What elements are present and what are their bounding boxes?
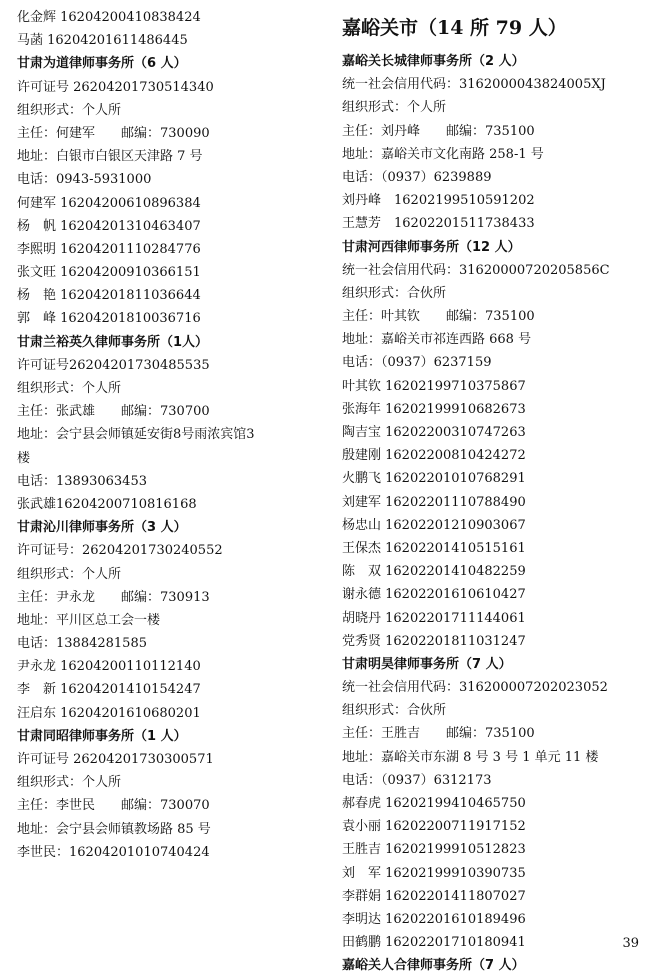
entry-line — [342, 630, 642, 653]
entry-line — [17, 655, 327, 678]
entry-text: 谢永德 16202201610610427 — [342, 587, 526, 603]
entry-line — [17, 609, 327, 632]
firm-heading — [17, 52, 327, 75]
entry-text: 地址：会宁县会师镇教场路 85 号 — [17, 821, 211, 837]
entry-text: 杨 艳 16204201811036644 — [17, 288, 201, 304]
entry-line — [17, 99, 327, 122]
entry-line — [342, 351, 642, 374]
postcode-text: 邮编：730913 — [121, 589, 210, 605]
entry-line — [342, 421, 642, 444]
entry-text: 组织形式：合伙所 — [342, 703, 447, 719]
entry-text: 地址：嘉峪关市文化南路 258-1 号 — [342, 146, 544, 162]
entry-text: 汪启东 16204201610680201 — [17, 705, 201, 721]
entry-line — [17, 818, 327, 841]
entry-line — [17, 586, 327, 609]
entry-line — [342, 166, 642, 189]
entry-text: 电话：13884281585 — [17, 636, 147, 652]
entry-text: 地址：嘉峪关市东湖 8 号 3 号 1 单元 11 楼 — [342, 749, 599, 765]
entry-text: 胡晓丹 16202201711144061 — [342, 610, 526, 626]
entry-text: 组织形式：个人所 — [342, 100, 447, 116]
entry-text: 地址：白银市白银区天津路 7 号 — [17, 149, 203, 165]
postcode-text: 邮编：735100 — [446, 726, 535, 742]
entry-text: 甘肃为道律师事务所（6 人） — [17, 56, 187, 72]
entry-line — [17, 702, 327, 725]
entry-line — [342, 143, 642, 166]
entry-line — [342, 120, 642, 143]
entry-line — [342, 375, 642, 398]
entry-line — [342, 769, 642, 792]
entry-line — [342, 815, 642, 838]
entry-text: 组织形式：个人所 — [17, 381, 122, 396]
entry-text: 郭 峰 16204201810036716 — [17, 311, 201, 327]
entry-text: 主任：叶其钦 — [342, 309, 421, 325]
entry-line — [17, 400, 327, 423]
entry-text: 嘉峪关长城律师事务所（2 人） — [342, 54, 525, 69]
entry-line — [17, 678, 327, 701]
entry-line — [342, 792, 642, 815]
entry-text: 许可证号 26204201730300571 — [17, 752, 214, 767]
entry-line — [342, 862, 642, 885]
entry-text: 郝春虎 16202199410465750 — [342, 796, 526, 811]
firm-heading — [17, 331, 327, 354]
entry-line — [17, 145, 327, 168]
entry-line — [17, 29, 327, 52]
entry-text: 李熙明 16204201110284776 — [17, 241, 201, 257]
entry-text: 组织形式：合伙所 — [342, 285, 447, 301]
entry-text: 何建军 16204200610896384 — [17, 195, 201, 211]
entry-line — [342, 885, 642, 908]
entry-text: 甘肃同昭律师事务所（1 人） — [17, 728, 187, 744]
city-heading — [342, 6, 642, 50]
entry-text: 杨忠山 16202201210903067 — [342, 517, 526, 533]
entry-text: 电话：（0937）6312173 — [342, 772, 492, 788]
postcode-text: 邮编：730700 — [121, 404, 210, 420]
entry-line — [342, 699, 642, 722]
entry-line — [342, 189, 642, 212]
firm-heading — [17, 516, 327, 539]
entry-line — [17, 771, 327, 794]
entry-text: 王保杰 16202201410515161 — [342, 540, 526, 556]
entry-text: 甘肃河西律师事务所（12 人） — [342, 239, 521, 255]
entry-line — [17, 122, 327, 145]
entry-line — [342, 398, 642, 421]
entry-text: 王慧芳 16202201511738433 — [342, 216, 535, 232]
entry-text: 田鹤鹏 16202201710180941 — [342, 935, 526, 951]
entry-line — [17, 168, 327, 191]
entry-text: 刘 军 16202199910390735 — [342, 865, 526, 881]
entry-text: 刘建军 16202201110788490 — [342, 494, 526, 510]
entry-line — [17, 307, 327, 330]
postcode-text: 邮编：735100 — [446, 309, 535, 325]
entry-text: 王胜吉 16202199910512823 — [342, 842, 526, 858]
entry-line — [17, 215, 327, 238]
entry-line — [342, 560, 642, 583]
page-number: 39 — [622, 936, 639, 951]
entry-text: 统一社会信用代码：31620000720205856C — [342, 262, 610, 278]
entry-text: 杨 帆 16204201310463407 — [17, 218, 201, 234]
entry-line — [17, 493, 327, 516]
entry-line — [17, 748, 327, 771]
entry-text: 地址：会宁县会师镇延安街8号雨浓宾馆3 — [17, 427, 255, 443]
entry-line — [17, 354, 327, 377]
entry-text: 马菡 16204201611486445 — [17, 33, 188, 49]
entry-text: 主任：李世民 — [17, 798, 96, 814]
entry-text: 主任：张武雄 — [17, 404, 96, 420]
entry-text: 尹永龙 16204200110112140 — [17, 659, 201, 675]
entry-text: 楼 — [17, 450, 31, 466]
entry-text: 陶吉宝 16202200310747263 — [342, 425, 526, 440]
entry-line — [17, 261, 327, 284]
entry-line — [17, 632, 327, 655]
entry-line — [342, 305, 642, 328]
entry-line — [17, 284, 327, 307]
entry-text: 袁小丽 16202200711917152 — [342, 819, 526, 835]
entry-line — [17, 539, 327, 562]
entry-text: 主任：王胜吉 — [342, 726, 421, 742]
entry-text: 殷建刚 16202200810424272 — [342, 448, 526, 464]
entry-line — [17, 563, 327, 586]
entry-text: 组织形式：个人所 — [17, 566, 122, 582]
entry-line — [342, 514, 642, 537]
entry-text: 地址：平川区总工会一楼 — [17, 612, 161, 628]
entry-line — [17, 192, 327, 215]
entry-line — [342, 73, 642, 96]
entry-text: 电话：（0937）6239889 — [342, 169, 492, 185]
firm-heading — [17, 725, 327, 748]
firm-heading — [342, 236, 642, 259]
entry-line — [342, 212, 642, 235]
entry-line — [342, 676, 642, 699]
entry-text: 电话：（0937）6237159 — [342, 355, 492, 371]
entry-text: 甘肃兰裕英久律师事务所（1人） — [17, 334, 209, 350]
entry-text: 张武雄16204200710816168 — [17, 496, 197, 512]
entry-text: 组织形式：个人所 — [17, 775, 122, 791]
entry-line — [342, 259, 642, 282]
postcode-text: 邮编：730070 — [121, 798, 210, 814]
entry-text: 许可证号：26204201730240552 — [17, 543, 223, 559]
entry-line — [342, 722, 642, 745]
entry-line — [17, 794, 327, 817]
postcode-text: 邮编：730090 — [121, 125, 210, 141]
entry-text: 甘肃沁川律师事务所（3 人） — [17, 520, 187, 536]
entry-text: 刘丹峰 16202199510591202 — [342, 193, 535, 209]
entry-line — [342, 931, 642, 954]
firm-heading — [342, 653, 642, 676]
entry-line — [342, 607, 642, 630]
entry-text: 许可证号 26204201730514340 — [17, 79, 214, 95]
entry-text: 电话：13893063453 — [17, 473, 147, 489]
entry-text: 主任：尹永龙 — [17, 589, 96, 605]
entry-line — [17, 238, 327, 261]
entry-text: 甘肃明昊律师事务所（7 人） — [342, 656, 512, 672]
entry-line — [342, 328, 642, 351]
entry-line — [17, 377, 327, 400]
entry-text: 主任：何建军 — [17, 125, 96, 141]
entry-line — [342, 444, 642, 467]
entry-text: 嘉峪关市（14 所 79 人） — [342, 17, 567, 39]
entry-text: 张海年 16202199910682673 — [342, 401, 526, 417]
entry-line — [17, 841, 327, 864]
entry-line — [17, 470, 327, 493]
entry-text: 组织形式：个人所 — [17, 102, 122, 118]
postcode-text: 邮编：735100 — [446, 123, 535, 139]
entry-text: 嘉峪关人合律师事务所（7 人） — [342, 958, 525, 974]
entry-line — [342, 537, 642, 560]
entry-text: 统一社会信用代码：3162000043824005XJ — [342, 77, 606, 93]
entry-text: 统一社会信用代码：316200007202023052 — [342, 680, 608, 696]
entry-text: 李 新 16204201410154247 — [17, 682, 201, 698]
entry-text: 党秀贤 16202201811031247 — [342, 633, 526, 649]
entry-text: 叶其钦 16202199710375867 — [342, 378, 526, 394]
entry-line — [17, 447, 327, 470]
firm-heading — [342, 50, 642, 73]
entry-text: 李世民：16204201010740424 — [17, 844, 210, 860]
firm-heading — [342, 954, 642, 977]
entry-text: 主任：刘丹峰 — [342, 123, 421, 139]
entry-line — [342, 746, 642, 769]
entry-line — [342, 583, 642, 606]
entry-line — [342, 908, 642, 931]
entry-line — [17, 423, 327, 446]
entry-text: 李群娟 16202201411807027 — [342, 888, 526, 904]
entry-text: 张文旺 16204200910366151 — [17, 265, 201, 281]
entry-line — [17, 6, 327, 29]
entry-line — [17, 76, 327, 99]
entry-text: 许可证号26204201730485535 — [17, 357, 210, 373]
entry-text: 化金辉 16204200410838424 — [17, 10, 201, 25]
entry-text: 陈 双 16202201410482259 — [342, 564, 526, 580]
entry-line — [342, 96, 642, 119]
entry-line — [342, 467, 642, 490]
entry-line — [342, 838, 642, 861]
right-column — [342, 6, 642, 978]
entry-line — [342, 282, 642, 305]
entry-text: 电话：0943-5931000 — [17, 172, 152, 188]
entry-text: 地址：嘉峪关市祁连西路 668 号 — [342, 332, 532, 348]
left-column — [17, 6, 327, 864]
entry-line — [342, 491, 642, 514]
entry-text: 火鹏飞 16202201010768291 — [342, 471, 526, 487]
entry-text: 李明达 16202201610189496 — [342, 911, 526, 927]
